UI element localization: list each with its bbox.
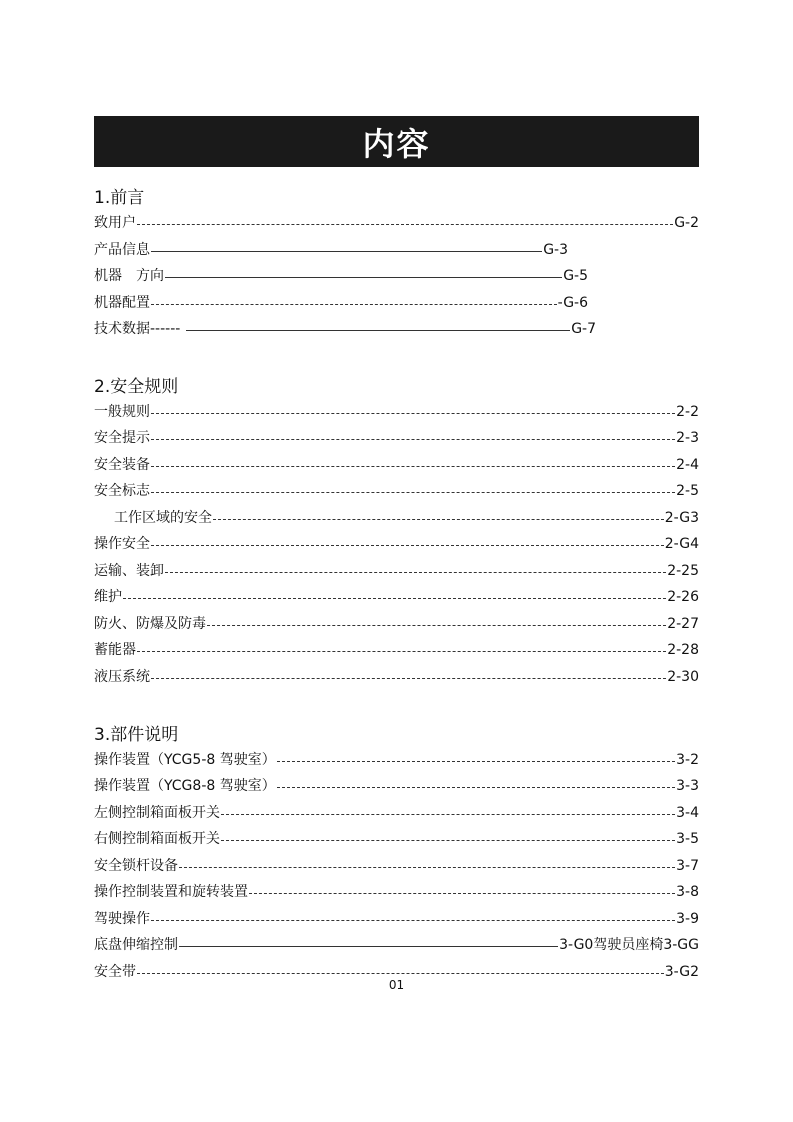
toc-entry-page: 3-G2 — [664, 964, 699, 980]
toc-leader — [165, 572, 666, 573]
toc-entry-page: G-5 — [563, 268, 588, 284]
toc-entry-page: 3-2 — [676, 752, 699, 768]
toc-leader — [137, 973, 664, 974]
page-number: 01 — [388, 978, 405, 992]
toc-entry[interactable] — [94, 239, 568, 259]
toc-entry-page: 2-5 — [676, 483, 699, 499]
toc-entry[interactable] — [94, 480, 699, 500]
toc-entry-page: 2-30 — [667, 669, 699, 685]
toc-entry-label: 产品信息 — [94, 242, 150, 258]
toc-entry[interactable] — [94, 454, 699, 474]
toc-entry[interactable] — [94, 533, 699, 553]
toc-leader — [151, 304, 557, 305]
toc-entry[interactable] — [94, 749, 699, 769]
toc-entry-label: 右侧控制箱面板开关 — [94, 831, 220, 847]
toc-entry[interactable] — [94, 586, 699, 606]
toc-leader — [151, 439, 675, 440]
toc-leader — [207, 625, 666, 626]
toc-entry-page: 3-3 — [676, 778, 699, 794]
toc-entry-page: 3-4 — [676, 805, 699, 821]
toc-entry-page: G-2 — [674, 215, 699, 231]
toc-entry[interactable] — [94, 318, 596, 338]
toc-entry-page: -G-6 — [557, 295, 588, 311]
toc-entry-label: 维护 — [94, 589, 122, 605]
toc-entry[interactable] — [94, 775, 699, 795]
toc-entry-page: G-7 — [571, 321, 596, 337]
toc-entry[interactable] — [94, 427, 699, 447]
toc-entry-label: 运输、装卸 — [94, 563, 164, 579]
toc-leader — [151, 545, 664, 546]
toc-entry-label: 操作安全 — [94, 536, 150, 552]
toc-entry-label: 机器配置 — [94, 295, 150, 311]
toc-entry-page: 3-8 — [676, 884, 699, 900]
toc-leader — [186, 330, 570, 331]
toc-entry-label: 液压系统 — [94, 669, 150, 685]
toc-leader — [179, 946, 558, 947]
toc-entry-label: 安全提示 — [94, 430, 150, 446]
toc-entry-label: 安全带 — [94, 964, 136, 980]
toc-leader — [179, 867, 675, 868]
toc-entry-page: 2-25 — [667, 563, 699, 579]
page-title: 内容 — [362, 124, 431, 163]
toc-entry-page: 3-9 — [676, 911, 699, 927]
toc-entry[interactable] — [94, 212, 699, 232]
toc-entry-page: 2-27 — [667, 616, 699, 632]
toc-entry-label: 蓄能器 — [94, 642, 136, 658]
toc-leader — [221, 814, 675, 815]
toc-leader — [277, 787, 675, 788]
section-heading-1: 1.前言 — [94, 188, 145, 208]
toc-leader — [151, 678, 666, 679]
toc-leader — [249, 893, 675, 894]
toc-leader — [213, 519, 664, 520]
toc-entry[interactable] — [94, 855, 699, 875]
toc-entry-page: 3-7 — [676, 858, 699, 874]
toc-entry-label: 安全锁杆设备 — [94, 858, 178, 874]
section-heading-3: 3.部件说明 — [94, 725, 179, 745]
toc-entry[interactable] — [94, 401, 699, 421]
toc-leader — [277, 761, 675, 762]
toc-entry-page: G-3 — [543, 242, 568, 258]
toc-leader — [137, 224, 673, 225]
toc-entry-label: 一般规则 — [94, 404, 150, 420]
toc-entry-label: 安全装备 — [94, 457, 150, 473]
toc-entry-label: 操作装置（YCG8-8 驾驶室） — [94, 778, 276, 794]
toc-leader — [151, 492, 675, 493]
toc-entry-label: 操作装置（YCG5-8 驾驶室） — [94, 752, 276, 768]
toc-entry[interactable] — [94, 802, 699, 822]
toc-entry-label: 操作控制装置和旋转装置 — [94, 884, 248, 900]
toc-leader — [137, 651, 666, 652]
toc-entry[interactable] — [94, 507, 699, 527]
toc-entry[interactable] — [94, 666, 699, 686]
toc-entry-page: 3-G0驾驶员座椅3-GG — [559, 937, 699, 953]
toc-leader — [221, 840, 675, 841]
toc-entry-page: 2-28 — [667, 642, 699, 658]
toc-entry-page: 2-26 — [667, 589, 699, 605]
toc-entry-label: 致用户 — [94, 215, 136, 231]
toc-entry[interactable] — [94, 292, 588, 312]
toc-entry[interactable] — [94, 881, 699, 901]
toc-entry-page: 2-3 — [676, 430, 699, 446]
toc-entry-label: 左侧控制箱面板开关 — [94, 805, 220, 821]
section-heading-2: 2.安全规则 — [94, 377, 179, 397]
toc-leader — [151, 466, 675, 467]
title-banner — [94, 116, 699, 167]
toc-entry-label: 底盘伸缩控制 — [94, 937, 178, 953]
toc-entry-label: 工作区域的安全 — [114, 510, 212, 526]
toc-entry-page: 3-5 — [676, 831, 699, 847]
toc-entry-label: 安全标志 — [94, 483, 150, 499]
toc-entry-label: 驾驶操作 — [94, 911, 150, 927]
toc-entry-page: 2-4 — [676, 457, 699, 473]
toc-entry-page: 2-G4 — [664, 536, 699, 552]
toc-entry[interactable] — [94, 908, 699, 928]
toc-leader — [165, 277, 562, 278]
toc-leader — [151, 251, 542, 252]
toc-entry-label: 技术数据------ — [94, 321, 181, 337]
toc-entry-page: 2-G3 — [664, 510, 699, 526]
toc-entry[interactable] — [94, 828, 699, 848]
toc-leader — [151, 413, 675, 414]
toc-entry[interactable] — [94, 639, 699, 659]
toc-entry[interactable] — [94, 560, 699, 580]
toc-entry[interactable] — [94, 613, 699, 633]
toc-leader — [151, 920, 675, 921]
toc-entry-page: 2-2 — [676, 404, 699, 420]
toc-leader — [123, 598, 666, 599]
toc-entry[interactable] — [94, 934, 699, 954]
toc-entry-label: 机器 方向 — [94, 268, 164, 284]
toc-entry-label: 防火、防爆及防毒 — [94, 616, 206, 632]
toc-entry[interactable] — [94, 265, 588, 285]
